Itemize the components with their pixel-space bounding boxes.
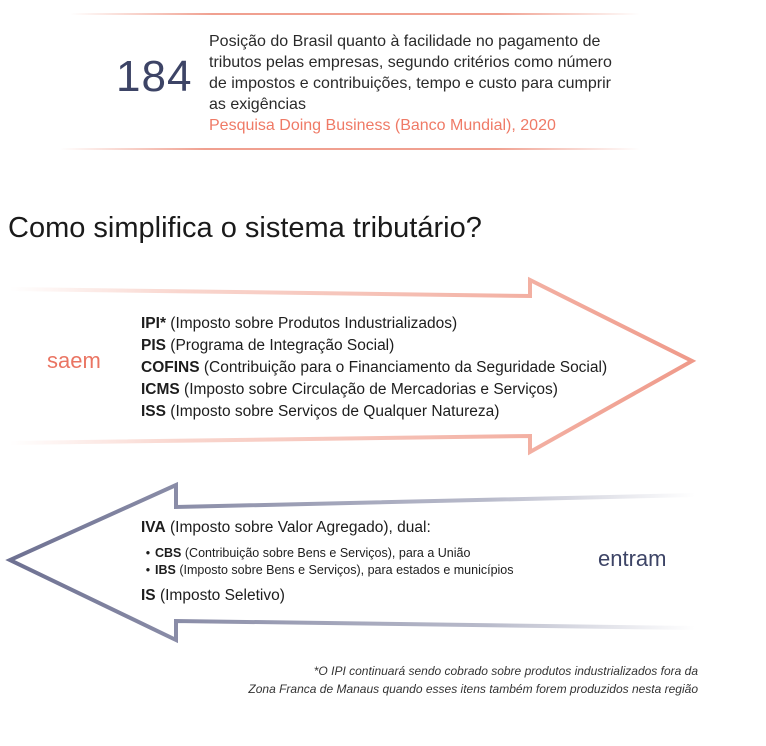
tax-description: (Imposto sobre Bens e Serviços), para estados e municípios	[175, 563, 514, 577]
tax-acronym: IS	[141, 587, 156, 604]
stat-number: 184	[116, 52, 193, 101]
list-item	[141, 585, 514, 607]
tax-description: (Imposto Seletivo)	[155, 587, 285, 604]
tax-acronym: ICMS	[141, 381, 180, 398]
tax-description: (Imposto sobre Produtos Industrializados)	[165, 315, 458, 332]
out-label: saem	[47, 348, 101, 373]
tax-description: (Imposto sobre Valor Agregado), dual:	[165, 519, 431, 536]
list-item	[141, 313, 607, 335]
tax-description: (Contribuição para o Financiamento da Seguridade Social)	[199, 359, 608, 376]
incoming-taxes-list	[141, 517, 514, 607]
in-label: entram	[598, 546, 667, 571]
tax-acronym: ISS	[141, 403, 166, 420]
tax-acronym: CBS	[155, 546, 182, 560]
list-item	[141, 335, 607, 357]
list-item	[141, 379, 607, 401]
bullet-icon: •	[145, 546, 151, 560]
tax-description: (Imposto sobre Serviços de Qualquer Natureza)	[165, 403, 500, 420]
tax-acronym: PIS	[141, 337, 166, 354]
tax-acronym: IVA	[141, 519, 166, 536]
stat-description: Posição do Brasil quanto à facilidade no pagamento de tributos pelas empresas, segundo critérios como número de impostos e contribuições, tempo e custo para cumprir as exigências	[209, 33, 612, 113]
tax-description: (Contribuição sobre Bens e Serviços), para a União	[181, 546, 471, 560]
section-heading: Como simplifica o sistema tributário?	[8, 212, 482, 244]
footnote-line: Zona Franca de Manaus quando esses itens também forem produzidos nesta região	[248, 682, 698, 696]
list-item	[141, 357, 607, 379]
bullet-icon: •	[145, 563, 151, 577]
stat-source: Pesquisa Doing Business (Banco Mundial), 2020	[209, 117, 556, 134]
tax-description: (Programa de Integração Social)	[165, 337, 395, 354]
outgoing-taxes-list	[141, 313, 607, 423]
list-item	[141, 517, 514, 539]
tax-acronym: IPI*	[141, 315, 166, 332]
footnote-line: *O IPI continuará sendo cobrado sobre produtos industrializados fora da	[313, 664, 698, 678]
sub-list-item	[141, 562, 514, 579]
sub-list	[141, 545, 514, 579]
tax-acronym: COFINS	[141, 359, 200, 376]
sub-list-item	[141, 545, 514, 562]
tax-acronym: IBS	[155, 563, 176, 577]
footnote	[200, 662, 698, 698]
list-item	[141, 401, 607, 423]
tax-description: (Imposto sobre Circulação de Mercadorias e Serviços)	[179, 381, 558, 398]
